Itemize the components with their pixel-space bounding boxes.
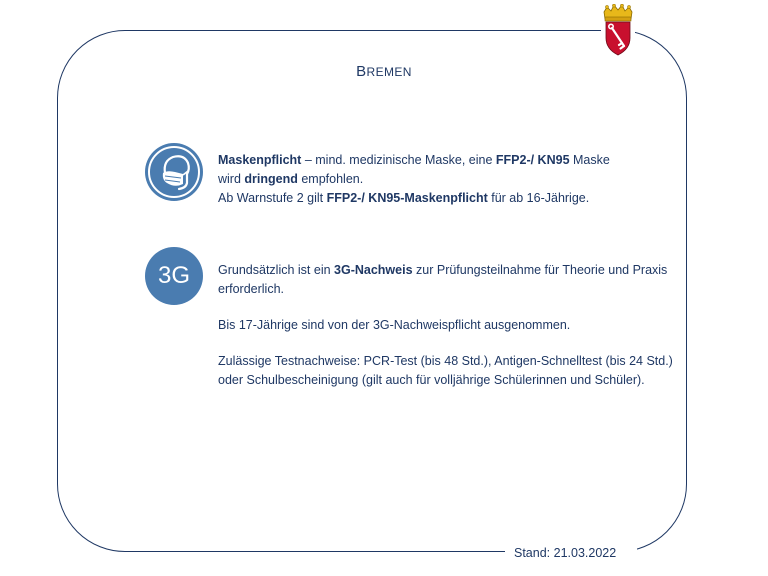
mask-line-1: Maskenpflicht – mind. medizinische Maske, eine FFP2-/ KN95 Maske xyxy=(218,153,610,167)
3g-badge: 3G xyxy=(145,247,203,305)
mask-line-2: wird dringend empfohlen. xyxy=(218,172,364,186)
3g-paragraph-1: Grundsätzlich ist ein 3G-Nachweis zur Prüfungsteilnahme für Theorie und Praxis erforderlich. xyxy=(218,263,668,296)
bremen-coat-of-arms-icon xyxy=(601,4,635,56)
bremen-crest xyxy=(601,4,635,56)
mask-badge xyxy=(145,143,203,201)
stand-date: Stand: 21.03.2022 xyxy=(514,546,617,560)
3g-paragraph-2: Bis 17-Jährige sind von der 3G-Nachweispflicht ausgenommen. xyxy=(218,318,571,332)
mask-rules-text xyxy=(218,151,678,208)
page-title: BREMEN xyxy=(356,63,412,80)
3g-rules-text xyxy=(218,261,678,390)
3g-paragraph-3: Zulässige Testnachweise: PCR-Test (bis 48 Std.), Antigen-Schnelltest (bis 24 Std.) oder Schulbescheinigung (gilt auch für volljährige Schülerinnen und Schüler). xyxy=(218,354,673,387)
mask-line-3: Ab Warnstufe 2 gilt FFP2-/ KN95-Maskenpflicht für ab 16-Jährige. xyxy=(218,191,590,205)
face-mask-icon xyxy=(145,143,203,201)
